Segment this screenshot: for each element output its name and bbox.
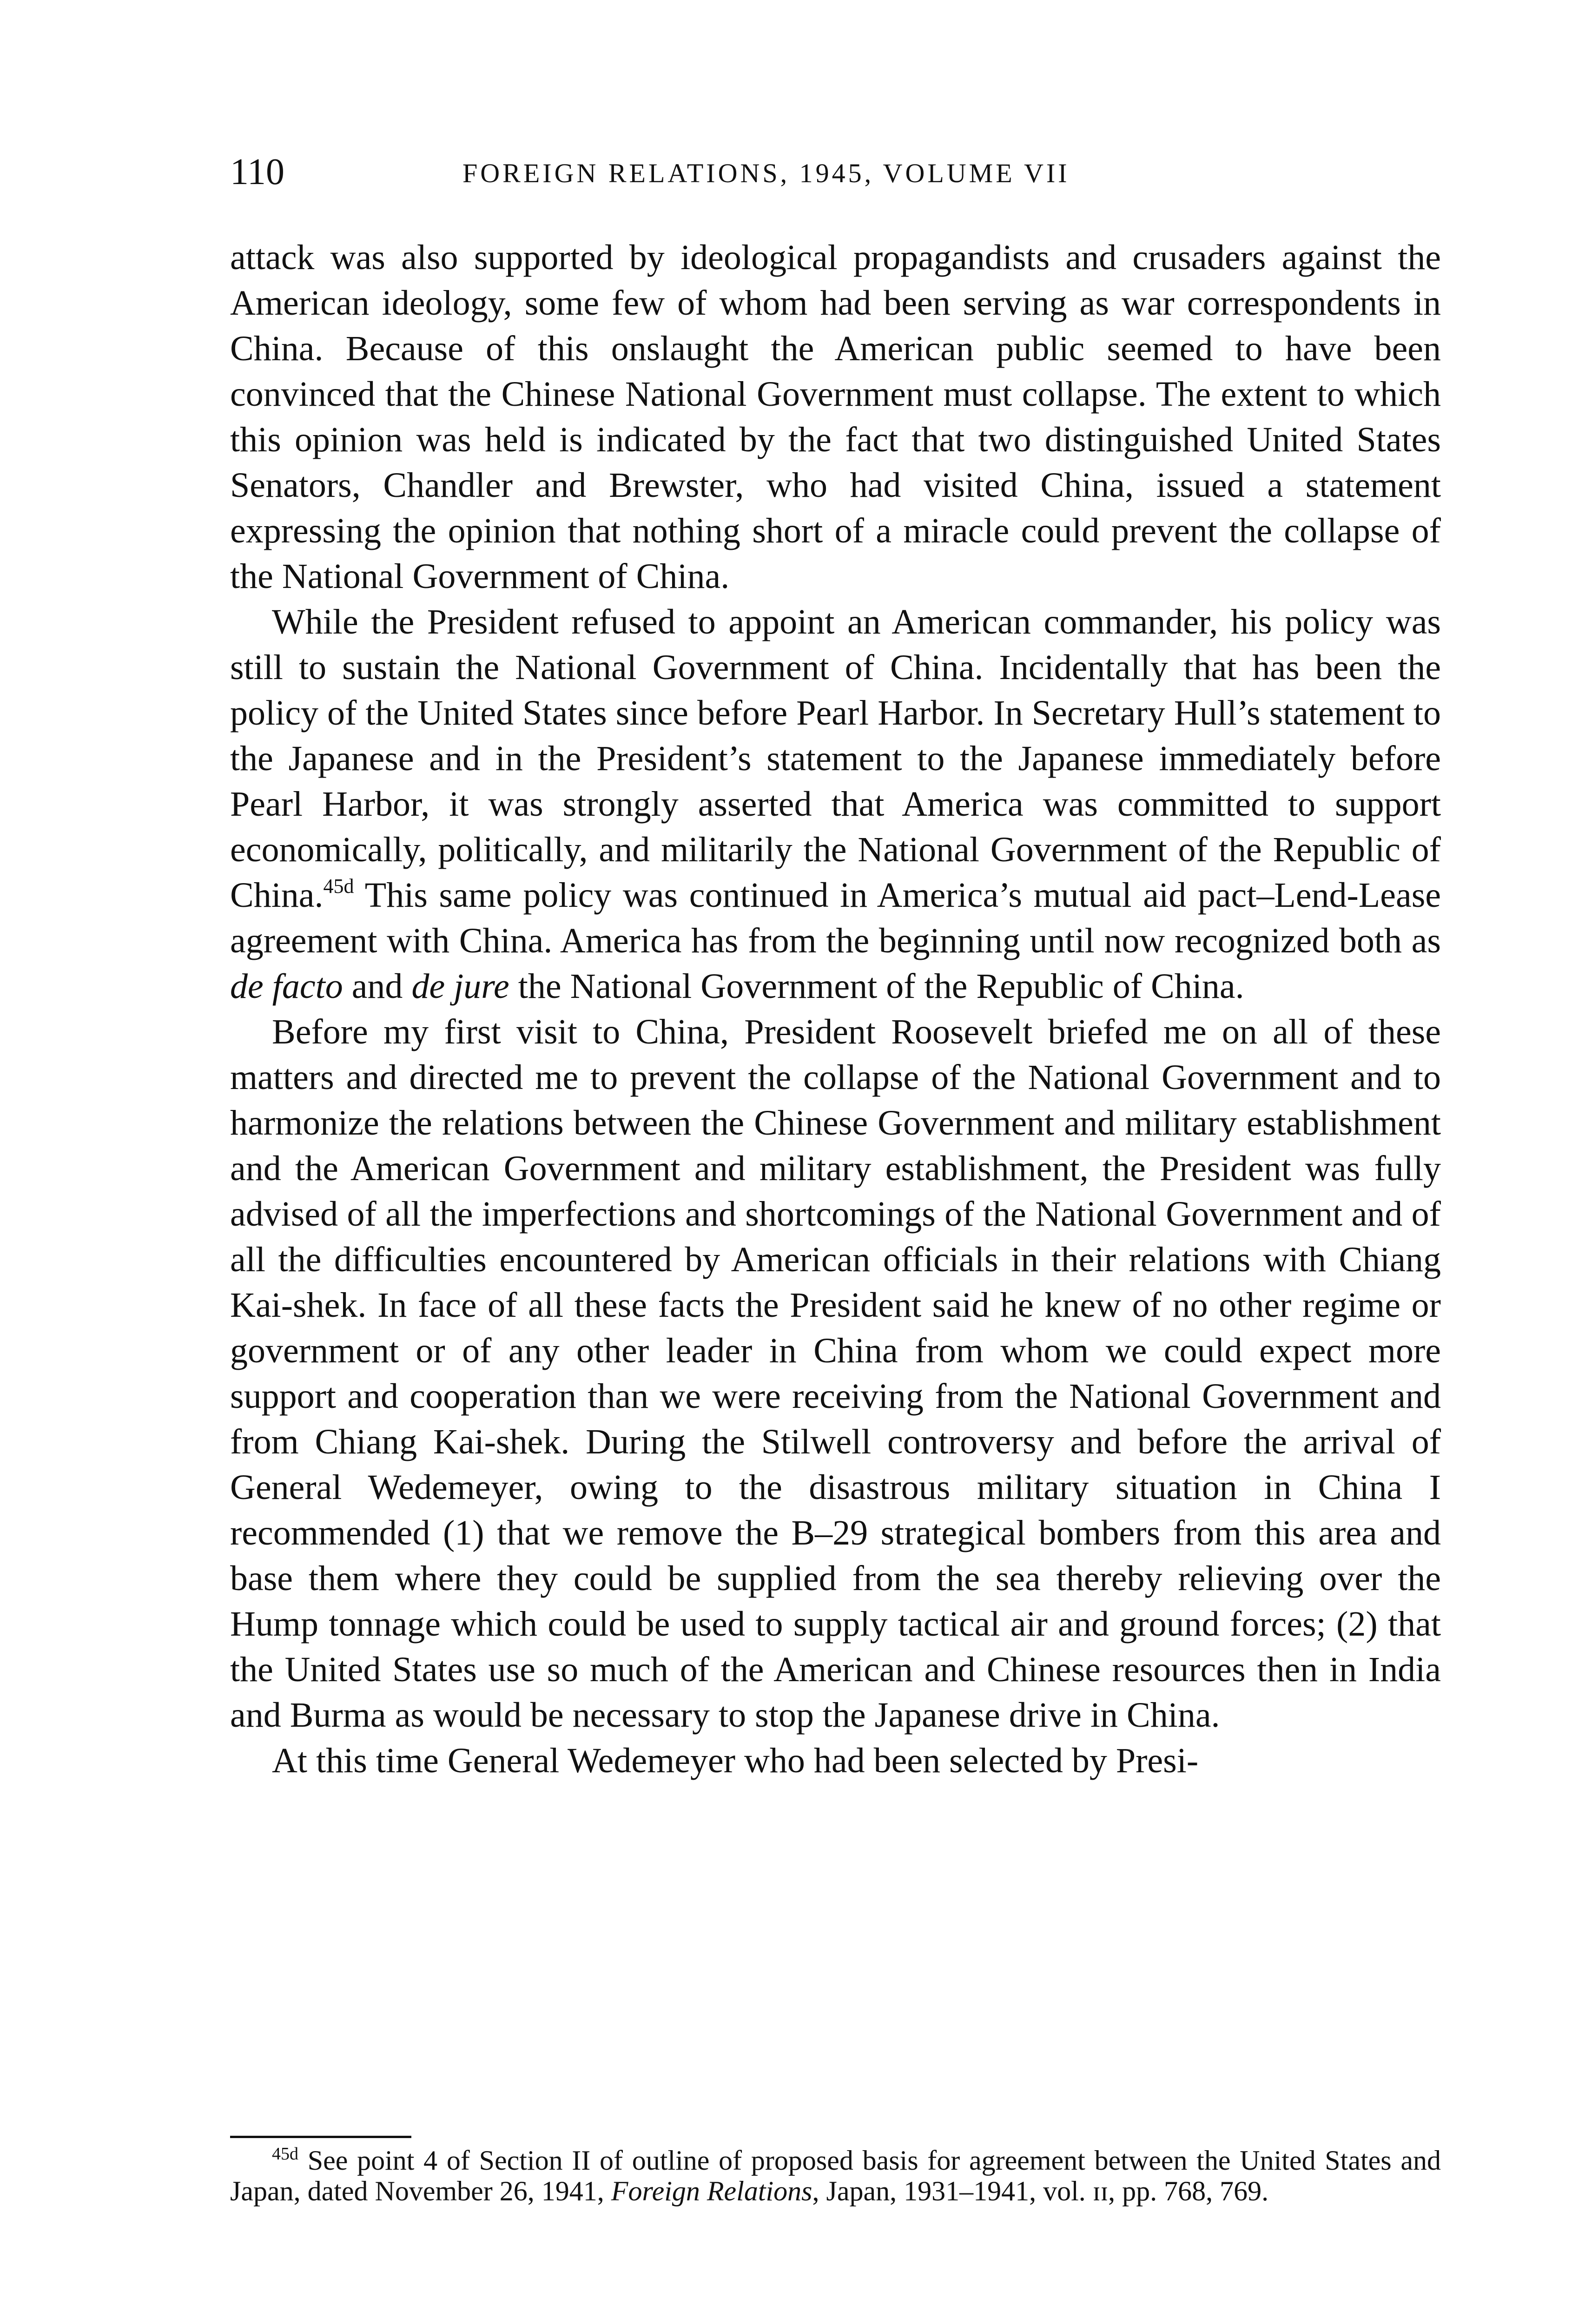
page-header — [230, 149, 1439, 200]
footnote-text-after: , Japan, 1931–1941, vol. ɪɪ, pp. 768, 769. — [812, 2176, 1269, 2206]
body-text — [230, 235, 1441, 1783]
running-head: FOREIGN RELATIONS, 1945, VOLUME VII — [462, 158, 1070, 188]
paragraph-2-part-3: and — [343, 967, 412, 1006]
footnote — [230, 2145, 1441, 2206]
paragraph-2-part-4: the National Government of the Republic of China. — [509, 967, 1244, 1006]
paragraph-2-part-1: While the President refused to appoint an American commander, his policy was still to sustain the National Government of China. Incidentally that has been the policy of the United States since before Pearl Harbor. In Secretary Hull’s statement to the Japanese and in the President’s statement to the Japanese immediately before Pearl Harbor, it was strongly asserted that America was committed to support economically, politically, and militarily the National Government of the Republic of China. — [230, 602, 1441, 915]
page-number: 110 — [230, 152, 285, 192]
paragraph-1: attack was also supported by ideological propagandists and crusaders against the American ideology, some few of whom had been serving as war correspondents in China. Because of this onslaught the American public seemed to have been convinced that the Chinese National Government must collapse. The extent to which this opinion was held is indicated by the fact that two distinguished United States Senators, Chandler and Brewster, who had visited China, issued a statement expressing the opinion that nothing short of a miracle could prevent the collapse of the National Government of China. — [230, 238, 1441, 596]
paragraph-3: Before my first visit to China, President Roosevelt briefed me on all of these matters and directed me to prevent the collapse of the National Government and to harmonize the relations between the Chinese Government and military establishment and the American Government and military establishment, the President was fully advised of all the imperfections and shortcomings of the National Government and of all the difficulties encountered by American officials in their relations with Chiang Kai-shek. In face of all these facts the President said he knew of no other regime or government or of any other leader in China from whom we could expect more support and cooperation than we were receiving from the National Government and from Chiang Kai-shek. During the Stilwell controversy and before the arrival of General Wedemeyer, owing to the disastrous military situation in China I recommended (1) that we remove the B–29 strategical bombers from this area and base them where they could be supplied from the sea thereby relieving over the Hump tonnage which could be used to supply tactical air and ground forces; (2) that the United States use so much of the American and Chinese resources then in India and Burma as would be necessary to stop the Japanese drive in China. — [230, 1012, 1441, 1735]
paragraph-4: At this time General Wedemeyer who had been selected by Presi- — [272, 1741, 1199, 1780]
footnote-marker: 45d — [272, 2144, 298, 2164]
paragraph-2 — [230, 599, 1441, 1009]
footnote-divider — [230, 2136, 411, 2138]
italic-de-jure: de jure — [411, 967, 509, 1006]
italic-de-facto: de facto — [230, 967, 343, 1006]
paragraph-2-part-2: This same policy was continued in America’s mutual aid pact–Lend-Lease agreement with China. America has from the beginning until now recognized both as — [230, 876, 1441, 960]
footnote-italic-title: Foreign Relations — [611, 2176, 812, 2206]
footnote-reference: 45d — [323, 875, 354, 898]
footnote-text-before: See point 4 of Section II of outline of proposed basis for agreement between the United States and Japan, dated November 26, 1941, — [230, 2145, 1441, 2206]
